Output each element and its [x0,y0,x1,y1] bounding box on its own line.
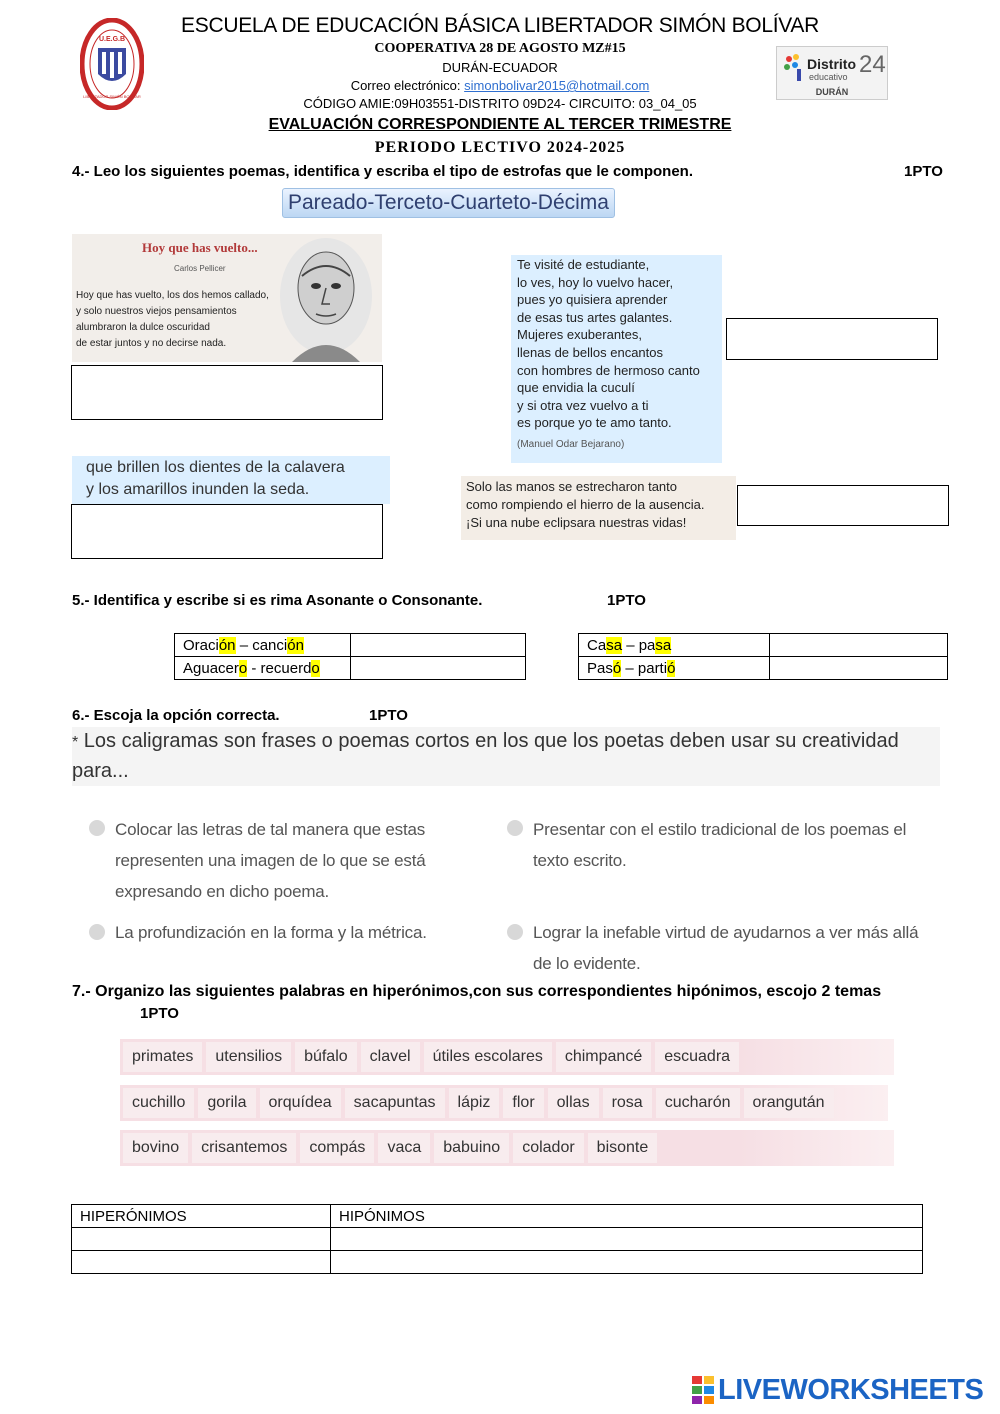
q7-points: 1PTO [140,1005,179,1022]
hyperonym-cell[interactable] [72,1251,331,1274]
liveworksheets-brand: LIVEWORKSHEETS [718,1374,984,1406]
word-chip[interactable]: escuadra [655,1042,739,1072]
q4-points: 1PTO [904,163,943,180]
word-chip[interactable]: lápiz [449,1088,500,1118]
table-row [72,1228,923,1251]
q6-question [72,727,940,786]
word-chip[interactable]: colador [513,1133,583,1163]
poem3-answer-box[interactable] [71,504,383,559]
word-chip[interactable]: flor [503,1088,543,1118]
school-logo-ring-text: LIBERTADOR SIMÓN BOLÍVAR [83,94,141,99]
word-chip[interactable]: orangután [744,1088,834,1118]
hyperonym-table [71,1204,923,1274]
rhyme-answer-cell[interactable] [351,657,526,680]
poem1-line: de estar juntos y no decirse nada. [76,338,227,349]
poem1-line: Hoy que has vuelto, los dos hemos callado, [76,290,269,301]
q6-option-2[interactable]: Presentar con el estilo tradicional de los poemas el texto escrito. [533,820,907,870]
liveworksheets-icon [692,1376,716,1406]
word-chip[interactable]: sacapuntas [345,1088,445,1118]
poem1-author: Carlos Pellicer [174,264,226,273]
poem4-line: como rompiendo el hierro de la ausencia. [466,497,705,512]
rhyme-row [175,634,526,657]
q6-option-1[interactable]: Colocar las letras de tal manera que estas representen una imagen de lo que se está expresando en dicho poema. [115,820,426,901]
district-logo [776,46,888,100]
word-chip[interactable]: vaca [378,1133,430,1163]
hyperonym-cell[interactable] [72,1228,331,1251]
word-chip[interactable]: clavel [361,1042,420,1072]
hyponyms-header: HIPÓNIMOS [331,1205,923,1228]
period-title: PERIODO LECTIVO 2024-2025 [374,139,626,156]
rhyme-pair: Casa – pasa [579,634,770,657]
rhyme-row [579,657,948,680]
hyponym-cell[interactable] [331,1251,923,1274]
school-name: ESCUELA DE EDUCACIÓN BÁSICA LIBERTADOR SIMÓN BOLÍVAR [181,14,819,37]
q5-right-table [578,633,948,680]
word-chip[interactable]: compás [300,1133,374,1163]
word-bank-row-2 [120,1085,888,1121]
poem2-line: que envidia la cuculí [517,380,635,396]
email-link[interactable]: simonbolivar2015@hotmail.com [464,78,650,93]
hyponym-cell[interactable] [331,1228,923,1251]
poem2-line: de esas tus artes galantes. [517,309,673,325]
poem4-card [461,476,736,540]
q7-prompt [72,981,932,1025]
q5-points: 1PTO [607,592,646,609]
q6-option-1-radio[interactable] [89,820,105,836]
poem1-title: Hoy que has vuelto... [142,240,258,255]
q4-prompt: 4.- Leo los siguientes poemas, identifica y escriba el tipo de estrofas que le componen. [72,163,693,180]
poem2-line: pues yo quisiera aprender [517,292,668,308]
poem1-text [76,288,269,352]
word-chip[interactable]: gorila [198,1088,255,1118]
poem2-line: llenas de bellos encantos [517,344,663,360]
poet-portrait-image [272,236,380,362]
word-chip[interactable]: babuino [434,1133,509,1163]
school-city: DURÁN-ECUADOR [442,60,558,75]
rhyme-pair: Oración – canción [175,634,351,657]
q5-prompt: 5.- Identifica y escribe si es rima Asonante o Consonante. [72,592,483,609]
q5-left-table [174,633,526,680]
word-chip[interactable]: orquídea [260,1088,341,1118]
q6-option-4[interactable]: Lograr la inefable virtud de ayudarnos a ver más allá de lo evidente. [533,923,919,973]
rhyme-pair: Pasó – partió [579,657,770,680]
district-logo-icon [783,53,805,81]
poem3-line: que brillen los dientes de la calavera [86,459,345,476]
q6-option-3[interactable]: La profundización en la forma y la métrica. [115,923,427,942]
word-bank-row-1 [120,1039,894,1075]
word-chip[interactable]: primates [123,1042,202,1072]
poem2-card [511,255,722,463]
q6-prompt: 6.- Escoja la opción correcta. [72,707,280,724]
word-chip[interactable]: útiles escolares [424,1042,552,1072]
word-chip[interactable]: búfalo [295,1042,357,1072]
poem2-line: es porque yo te amo tanto. [517,415,672,431]
rhyme-answer-cell[interactable] [770,657,948,680]
hyperonym-table-header [72,1205,923,1228]
rhyme-row [579,634,948,657]
table-row [72,1251,923,1274]
word-chip[interactable]: crisantemos [192,1133,296,1163]
liveworksheets-logo [692,1374,983,1407]
district-logo-name: Distrito [807,56,856,72]
word-chip[interactable]: bovino [123,1133,188,1163]
email-label: Correo electrónico: [350,78,465,93]
poem1-card [72,234,382,362]
hyperonyms-header: HIPERÓNIMOS [72,1205,331,1228]
district-logo-number: 24 [859,51,886,78]
poem1-line: y solo nuestros viejos pensamientos [76,306,237,317]
rhyme-answer-cell[interactable] [770,634,948,657]
q6-option-4-radio[interactable] [507,924,523,940]
school-codes: CÓDIGO AMIE:09H03551-DISTRITO 09D24- CIRCUITO: 03_04_05 [303,96,697,111]
poem4-answer-box[interactable] [737,485,949,526]
q6-required-star: * [72,734,79,751]
district-logo-city: DURÁN [815,87,849,97]
poem2-line: con hombres de hermoso canto [517,362,700,378]
poem2-author: (Manuel Odar Bejarano) [517,438,625,450]
q6-option-3-radio[interactable] [89,924,105,940]
q6-question-text: Los caligramas son frases o poemas cortos en los que los poetas deben usar su creatividad para... [72,730,899,782]
poem2-answer-box[interactable] [726,318,938,360]
school-address: COOPERATIVA 28 DE AGOSTO MZ#15 [374,41,626,56]
rhyme-answer-cell[interactable] [351,634,526,657]
school-logo-initials: U.E.G.B [98,36,126,43]
poem3-card [72,456,390,504]
poem2-line: Te visité de estudiante, [517,257,650,272]
word-chip[interactable]: ollas [548,1088,599,1118]
q7-prompt-text: 7.- Organizo las siguientes palabras en hiperónimos,con sus correspondientes hipónimos, escojo 2 temas [72,983,882,1000]
q6-points: 1PTO [369,707,408,724]
poem1-line: alumbraron la dulce oscuridad [76,322,210,333]
word-chip[interactable]: cucharón [656,1088,740,1118]
poem4-line: ¡Si una nube eclipsara nuestras vidas! [466,515,687,530]
word-bank-row-3 [120,1130,894,1166]
poem2-line: Mujeres exuberantes, [517,327,643,343]
poem2-line: y si otra vez vuelvo a ti [517,397,649,413]
word-chip[interactable]: rosa [603,1088,652,1118]
poem4-line: Solo las manos se estrecharon tanto [466,479,678,494]
word-chip[interactable]: cuchillo [123,1088,194,1118]
q6-option-2-radio[interactable] [507,820,523,836]
rhyme-row [175,657,526,680]
rhyme-pair: Aguacero - recuerdo [175,657,351,680]
evaluation-title: EVALUACIÓN CORRESPONDIENTE AL TERCER TRIMESTRE [268,116,732,133]
poem3-line: y los amarillos inunden la seda. [86,481,310,498]
poem2-line: lo ves, hoy lo vuelvo hacer, [517,274,674,290]
word-chip[interactable]: utensilios [206,1042,291,1072]
word-chip[interactable]: bisonte [588,1133,658,1163]
word-chip[interactable]: chimpancé [556,1042,651,1072]
district-logo-sub: educativo [809,72,848,82]
q4-options-banner: Pareado-Terceto-Cuarteto-Décima [282,188,615,218]
poem1-answer-box[interactable] [71,365,383,420]
